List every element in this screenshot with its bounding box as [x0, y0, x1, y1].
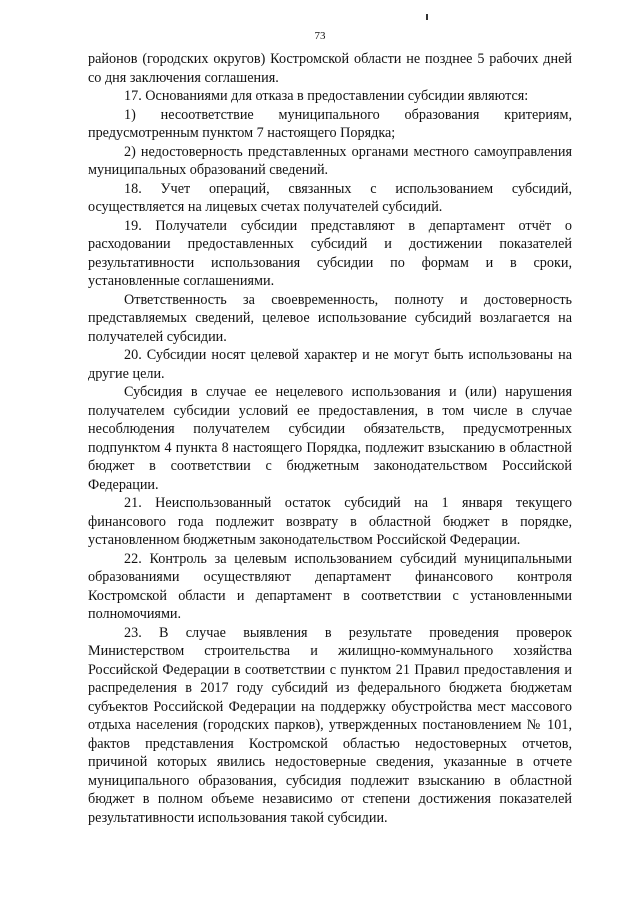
paragraph: 21. Неиспользованный остаток субсидий на 1 января текущего финансового года подлежит возврату в областной бюджет в порядке, установленном бюджетным законодательством Российской Федерации. — [88, 495, 572, 548]
paragraph: 2) недостоверность представленных органами местного самоуправления муниципальных образований сведений. — [88, 143, 572, 178]
paragraph: 17. Основаниями для отказа в предоставлении субсидии являются: — [124, 88, 529, 104]
page-number: 73 — [314, 30, 326, 42]
paragraph: Субсидия в случае ее нецелевого использования и (или) нарушения получателем субсидии условий ее предоставления, в том числе в случае несоблюдения получателем субсидии обязательств, предусмотренных подпунктом 4 пункта 8 настоящего Порядка, подлежит взысканию в областной бюджет в соответствии с бюджетным законодательством Российской Федерации. — [88, 384, 572, 493]
paragraph: 18. Учет операций, связанных с использованием субсидий, осуществляется на лицевых счетах получателей субсидий. — [88, 180, 572, 215]
paragraph: 1) несоответствие муниципального образования критериям, предусмотренным пунктом 7 настоящего Порядка; — [88, 106, 572, 141]
paragraph: районов (городских округов) Костромской области не позднее 5 рабочих дней со дня заключения соглашения. — [88, 51, 572, 86]
paragraph: 19. Получатели субсидии представляют в департамент отчёт о расходовании предоставленных субсидий и достижении показателей результативности использования субсидии по формам и в сроки, установленные соглашениями. — [88, 217, 572, 289]
document-body — [88, 50, 572, 827]
paragraph: 23. В случае выявления в результате проведения проверок Министерством строительства и жилищно-коммунального хозяйства Российской Федерации в соответствии с пунктом 21 Правил предоставления и распределения в 2017 году субсидий из федерального бюджета бюджетам субъектов Российской Федерации на поддержку обустройства мест массового отдыха населения (городских парков), утвержденных постановлением № 101, фактов представления Костромской областью недостоверных отчетов, причиной которых явились недостоверные сведения, указанные в отчете муниципального образования, субсидия подлежит взысканию в областной бюджет в полном объеме независимо от степени достижения показателей результативности использования такой субсидии. — [88, 624, 572, 826]
paragraph: Ответственность за своевременность, полноту и достоверность представляемых сведений, целевое использование субсидий возлагается на получателей субсидии. — [88, 291, 572, 345]
scan-mark — [426, 14, 428, 20]
paragraph: 22. Контроль за целевым использованием субсидий муниципальными образованиями осуществляют департамент финансового контроля Костромской области и департамент в соответствии с установленными полномочиями. — [88, 550, 572, 622]
paragraph: 20. Субсидии носят целевой характер и не могут быть использованы на другие цели. — [88, 347, 572, 382]
